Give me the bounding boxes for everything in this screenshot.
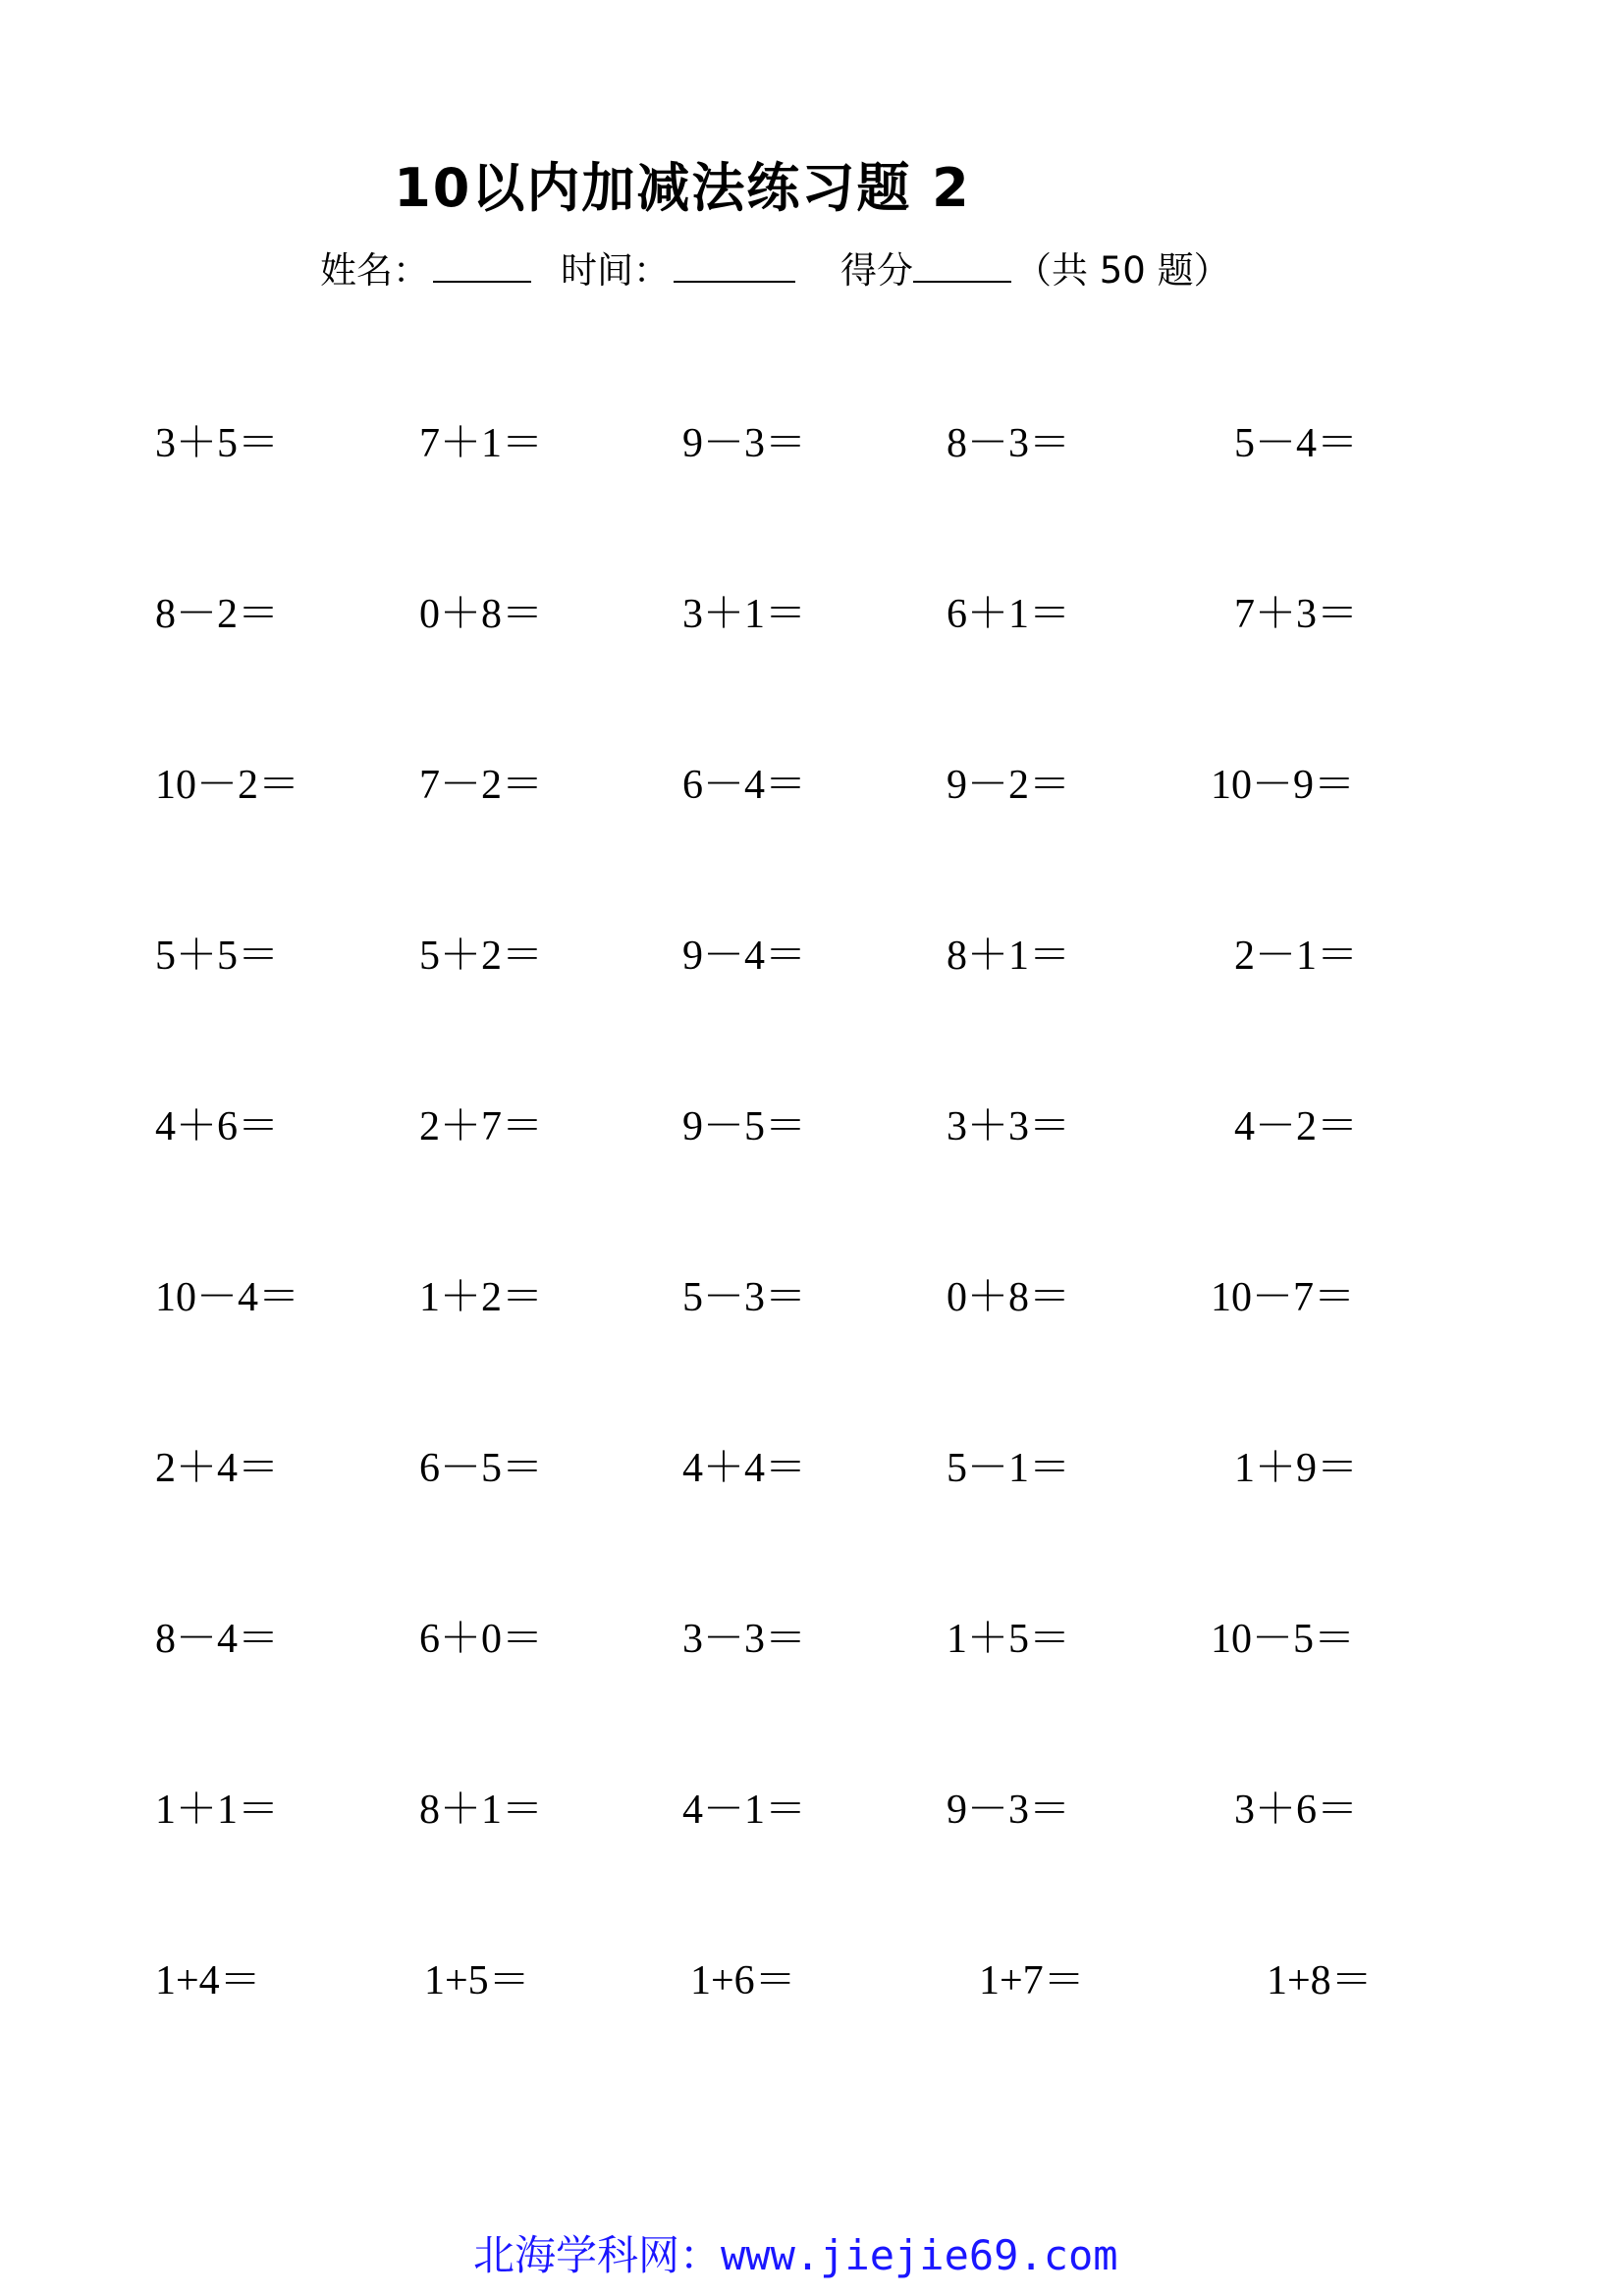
problem-item: 7－2＝ [419, 763, 544, 808]
problem-item: 10－7＝ [1211, 1275, 1356, 1320]
problem-item: 10－5＝ [1211, 1617, 1356, 1662]
footer-url[interactable]: www.jiejie69.com [721, 2231, 1118, 2279]
problem-item: 3＋1＝ [682, 592, 807, 637]
name-blank[interactable] [433, 247, 531, 283]
problem-item: 9－2＝ [947, 763, 1071, 808]
problem-row [0, 1437, 1624, 1608]
problem-row [0, 412, 1624, 583]
problem-item: 0＋8＝ [947, 1275, 1071, 1320]
problem-item: 8＋1＝ [947, 934, 1071, 979]
problem-row [0, 925, 1624, 1095]
problem-item: 8＋1＝ [419, 1788, 544, 1833]
problem-item: 5－4＝ [1234, 421, 1359, 466]
problem-item: 1+8＝ [1267, 1958, 1373, 2003]
problem-item: 5＋5＝ [155, 934, 280, 979]
problem-item: 7＋3＝ [1234, 592, 1359, 637]
problem-item: 1＋2＝ [419, 1275, 544, 1320]
problem-item: 10－4＝ [155, 1275, 300, 1320]
problem-item: 9－5＝ [682, 1104, 807, 1149]
problem-item: 1+7＝ [979, 1958, 1085, 2003]
problem-item: 1＋5＝ [947, 1617, 1071, 1662]
problem-item: 4－1＝ [682, 1788, 807, 1833]
score-blank[interactable] [913, 247, 1011, 283]
problem-item: 2＋4＝ [155, 1446, 280, 1491]
problem-item: 4＋6＝ [155, 1104, 280, 1149]
problem-item: 2－1＝ [1234, 934, 1359, 979]
problem-item: 7＋1＝ [419, 421, 544, 466]
problem-item: 0＋8＝ [419, 592, 544, 637]
problem-item: 8－4＝ [155, 1617, 280, 1662]
problem-item: 1+4＝ [155, 1958, 261, 2003]
problem-item: 5＋2＝ [419, 934, 544, 979]
problem-row [0, 754, 1624, 925]
name-label: 姓名： [320, 249, 429, 292]
problem-item: 6＋1＝ [947, 592, 1071, 637]
problem-item: 1＋1＝ [155, 1788, 280, 1833]
problem-item: 6＋0＝ [419, 1617, 544, 1662]
problem-row [0, 1779, 1624, 1949]
problem-item: 4＋4＝ [682, 1446, 807, 1491]
problem-item: 6－5＝ [419, 1446, 544, 1491]
problem-item: 3＋3＝ [947, 1104, 1071, 1149]
problem-item: 10－2＝ [155, 763, 300, 808]
total-note: （共 50 题） [1015, 249, 1230, 292]
problem-item: 5－3＝ [682, 1275, 807, 1320]
problem-item: 3＋6＝ [1234, 1788, 1359, 1833]
page-title: 10以内加减法练习题 2 [394, 157, 971, 219]
problem-item: 9－3＝ [947, 1788, 1071, 1833]
problem-item: 1+6＝ [690, 1958, 796, 2003]
time-label: 时间： [561, 249, 670, 292]
problem-row [0, 1095, 1624, 1266]
problem-row [0, 1266, 1624, 1437]
time-blank[interactable] [674, 247, 795, 283]
problem-item: 9－4＝ [682, 934, 807, 979]
problem-item: 6－4＝ [682, 763, 807, 808]
problem-item: 4－2＝ [1234, 1104, 1359, 1149]
problem-item: 1＋9＝ [1234, 1446, 1359, 1491]
problem-item: 9－3＝ [682, 421, 807, 466]
problem-row [0, 1949, 1624, 2120]
problem-item: 1+5＝ [424, 1958, 530, 2003]
problem-item: 2＋7＝ [419, 1104, 544, 1149]
problem-item: 3＋5＝ [155, 421, 280, 466]
problem-item: 10－9＝ [1211, 763, 1356, 808]
problem-item: 8－2＝ [155, 592, 280, 637]
student-info-line [320, 247, 1230, 294]
score-label: 得分 [840, 249, 913, 292]
footer [473, 2228, 1118, 2284]
footer-site-label: 北海学科网： [473, 2231, 722, 2279]
problem-grid [0, 412, 1624, 2120]
problem-row [0, 583, 1624, 754]
problem-item: 5－1＝ [947, 1446, 1071, 1491]
problem-row [0, 1608, 1624, 1779]
problem-item: 8－3＝ [947, 421, 1071, 466]
problem-item: 3－3＝ [682, 1617, 807, 1662]
